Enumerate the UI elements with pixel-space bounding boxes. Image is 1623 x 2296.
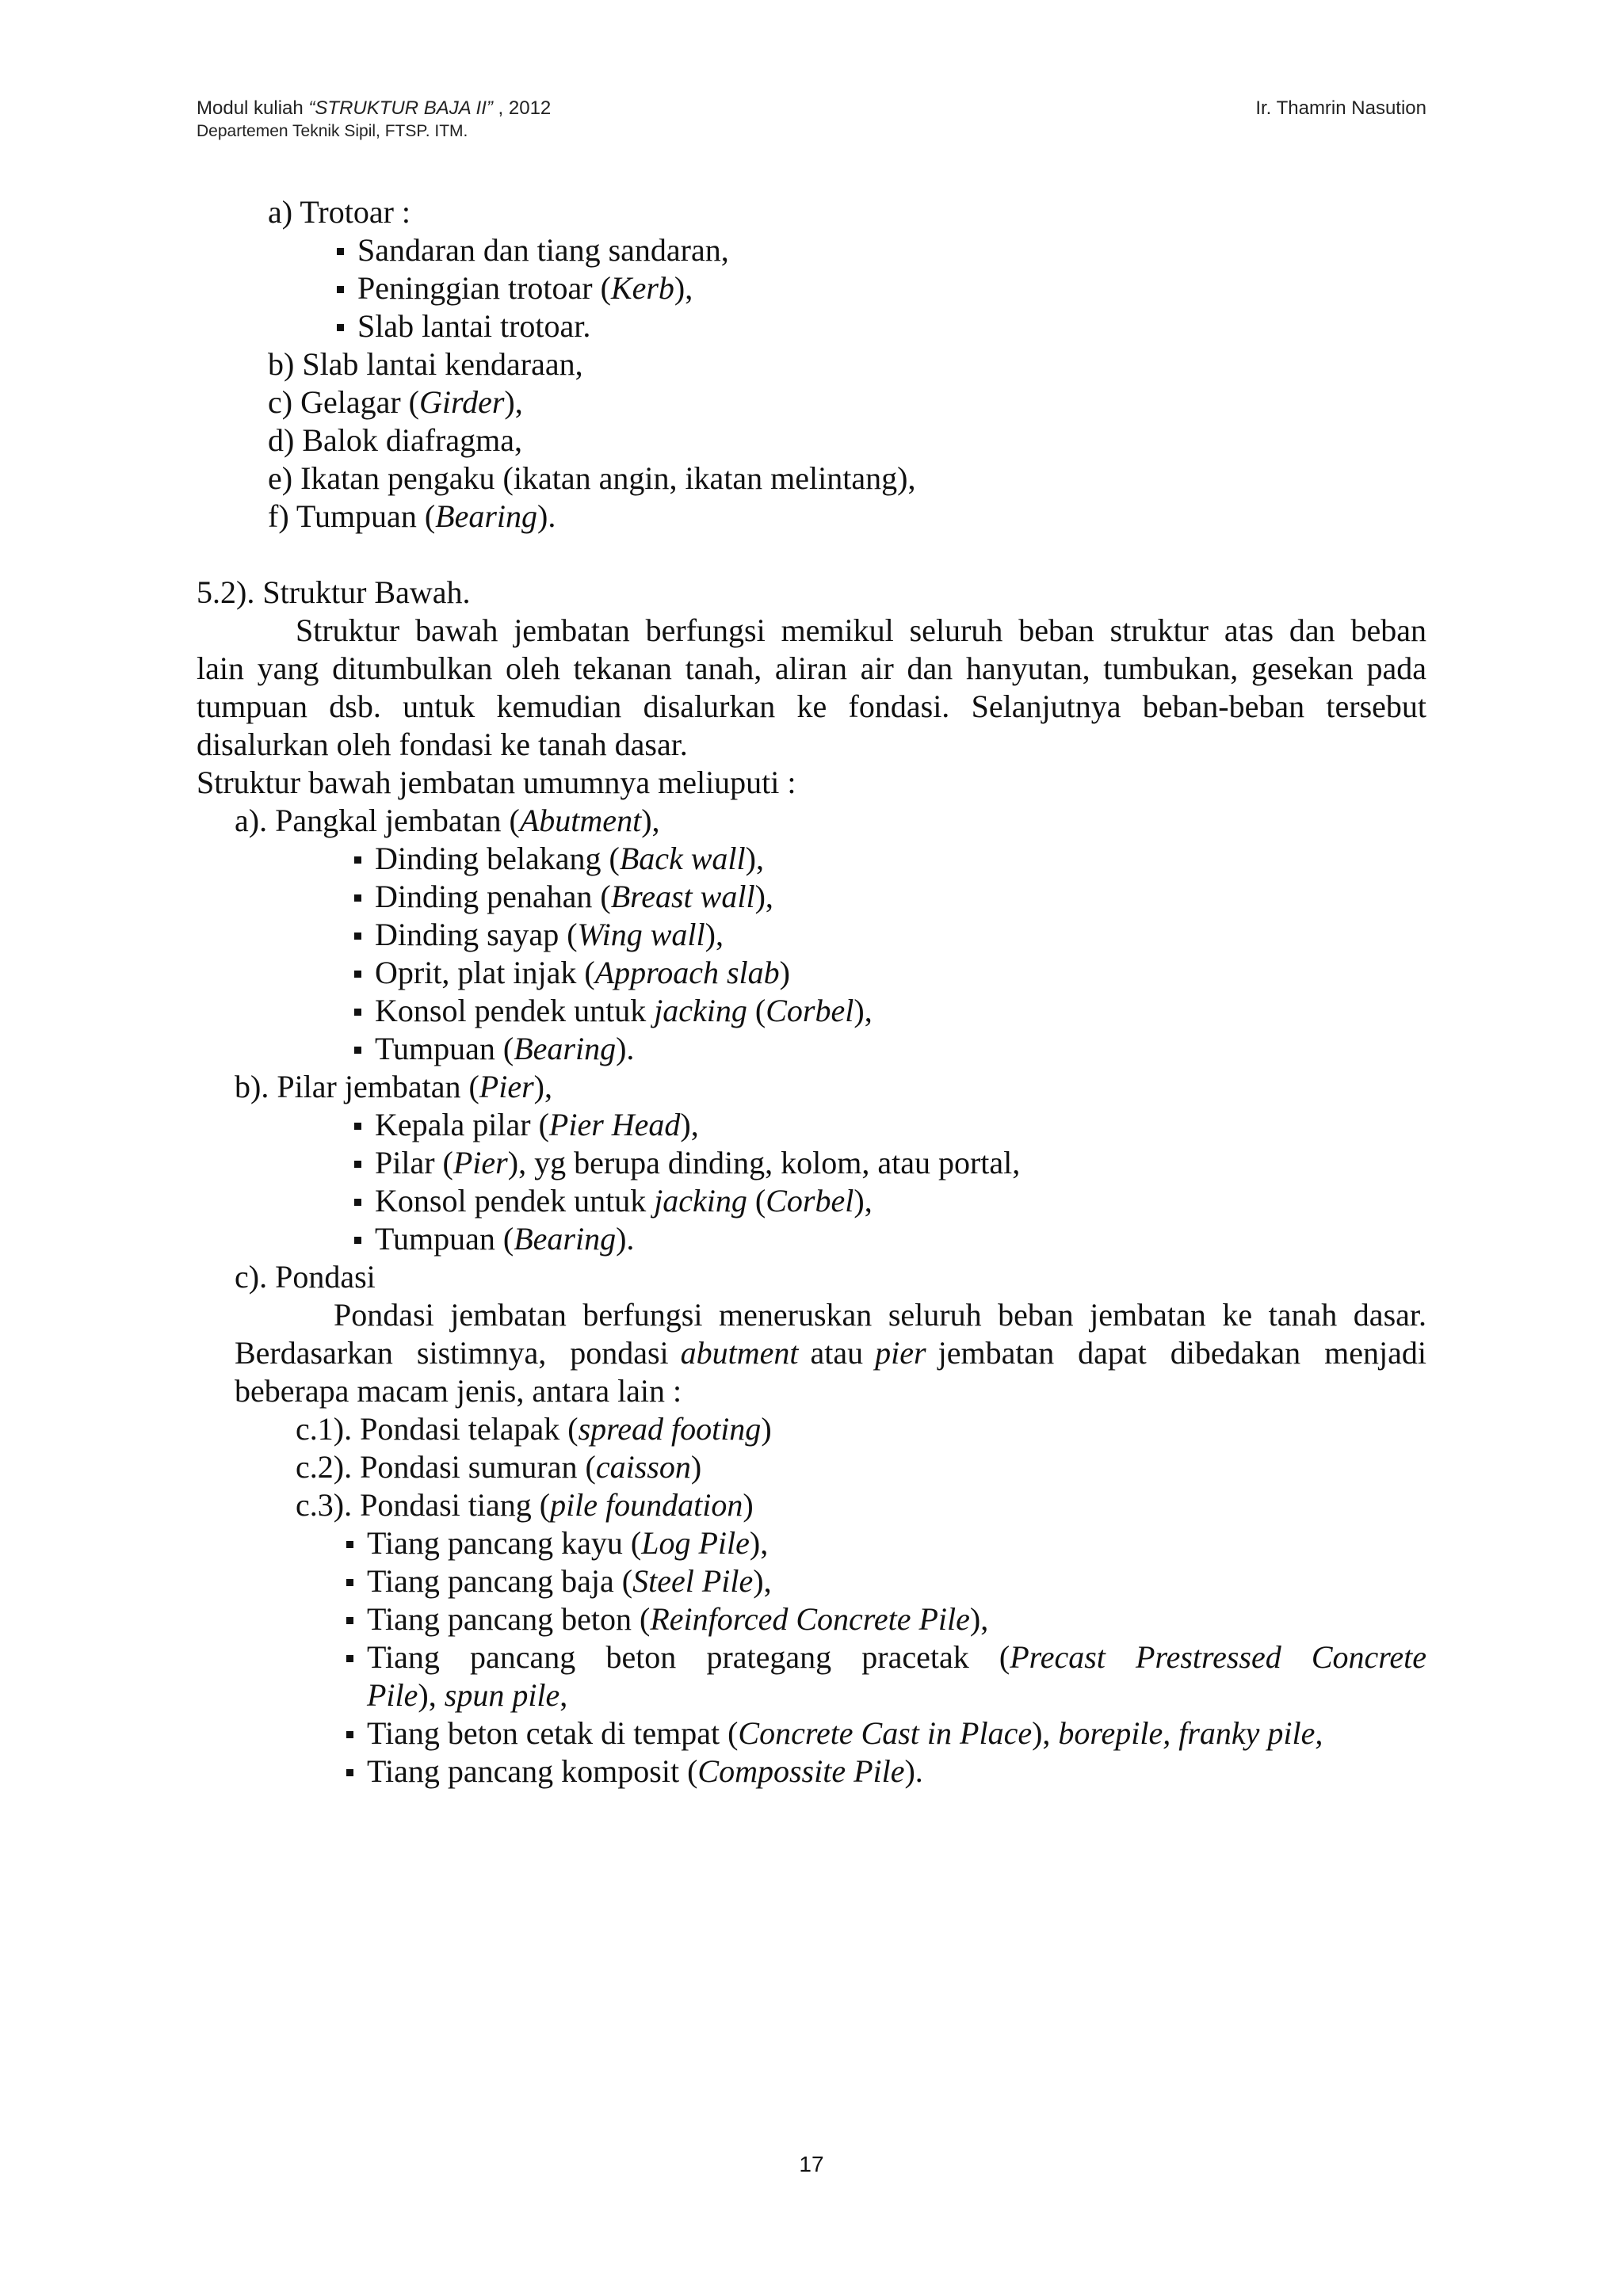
list-item: Tiang pancang beton prategang pracetak (Precast Prestressed Concrete — [367, 1639, 1426, 1675]
list-item: Konsol pendek untuk jacking (Corbel), — [375, 1182, 1426, 1220]
header-module-title: “STRUKTUR BAJA II” — [308, 97, 493, 119]
page-number: 17 — [799, 2152, 824, 2176]
list-item: Sandaran dan tiang sandaran, — [357, 231, 1426, 269]
paragraph-line: lain yang ditumbulkan oleh tekanan tanah, aliran air dan hanyutan, tumbukan, gesekan pada — [197, 650, 1426, 686]
paragraph-line: beberapa macam jenis, antara lain : — [235, 1373, 682, 1409]
list-item-continuation: Pile), spun pile, — [367, 1677, 568, 1713]
document-body — [197, 193, 1426, 1791]
list-item: Dinding belakang (Back wall), — [375, 840, 1426, 878]
list-item: b) Slab lantai kendaraan, — [268, 346, 583, 382]
list-item: c.2). Pondasi sumuran (caisson) — [296, 1449, 702, 1485]
list-heading-trotoar: a) Trotoar : — [268, 194, 411, 230]
header-department: Departemen Teknik Sipil, FTSP. ITM. — [197, 122, 468, 140]
list-item: c.3). Pondasi tiang (pile foundation) — [296, 1487, 754, 1523]
list-item: d) Balok diafragma, — [268, 422, 522, 458]
page-header — [197, 97, 1426, 143]
list-item: Tiang pancang komposit (Compossite Pile). — [367, 1753, 1426, 1791]
header-module-prefix: Modul kuliah — [197, 97, 309, 119]
paragraph-line: disalurkan oleh fondasi ke tanah dasar. — [197, 727, 688, 762]
list-item: Oprit, plat injak (Approach slab) — [375, 954, 1426, 992]
paragraph-line: tumpuan dsb. untuk kemudian disalurkan ke fondasi. Selanjutnya beban-beban tersebut — [197, 688, 1426, 724]
list-item: c) Gelagar (Girder), — [268, 384, 523, 420]
list-heading-pier: b). Pilar jembatan (Pier), — [235, 1069, 552, 1104]
list-item: Peninggian trotoar (Kerb), — [357, 269, 1426, 307]
list-item: Tiang beton cetak di tempat (Concrete Cast in Place), borepile, franky pile, — [367, 1714, 1426, 1753]
list-item: Dinding sayap (Wing wall), — [375, 916, 1426, 954]
list-item: Tumpuan (Bearing). — [375, 1220, 1426, 1258]
list-heading-pondasi: c). Pondasi — [235, 1259, 376, 1295]
list-heading-abutment: a). Pangkal jembatan (Abutment), — [235, 803, 660, 838]
section-title: 5.2). Struktur Bawah. — [197, 574, 471, 610]
paragraph-line: Pondasi jembatan berfungsi meneruskan seluruh beban jembatan ke tanah dasar. — [334, 1297, 1426, 1333]
header-module-year: , 2012 — [492, 97, 552, 119]
header-module-line — [197, 97, 1426, 120]
header-author: Ir. Thamrin Nasution — [1255, 97, 1426, 119]
list-item: Pilar (Pier), yg berupa dinding, kolom, atau portal, — [375, 1144, 1426, 1182]
list-item: Kepala pilar (Pier Head), — [375, 1106, 1426, 1144]
section-intro: Struktur bawah jembatan umumnya meliuputi : — [197, 765, 796, 800]
paragraph-line: Struktur bawah jembatan berfungsi memikul seluruh beban struktur atas dan beban — [296, 612, 1426, 648]
list-item: Tiang pancang beton (Reinforced Concrete Pile), — [367, 1600, 1426, 1638]
list-item: Tiang pancang kayu (Log Pile), — [367, 1524, 1426, 1562]
list-item: Slab lantai trotoar. — [357, 307, 1426, 345]
list-item: Dinding penahan (Breast wall), — [375, 878, 1426, 916]
list-item: f) Tumpuan (Bearing). — [268, 498, 556, 534]
list-item: Konsol pendek untuk jacking (Corbel), — [375, 992, 1426, 1030]
list-item: e) Ikatan pengaku (ikatan angin, ikatan melintang), — [268, 460, 916, 496]
list-item: Tiang pancang baja (Steel Pile), — [367, 1562, 1426, 1600]
paragraph-line: Berdasarkan sistimnya, pondasi abutment atau pier jembatan dapat dibedakan menjadi — [235, 1335, 1426, 1371]
list-item: c.1). Pondasi telapak (spread footing) — [296, 1411, 772, 1447]
list-item: Tumpuan (Bearing). — [375, 1030, 1426, 1068]
